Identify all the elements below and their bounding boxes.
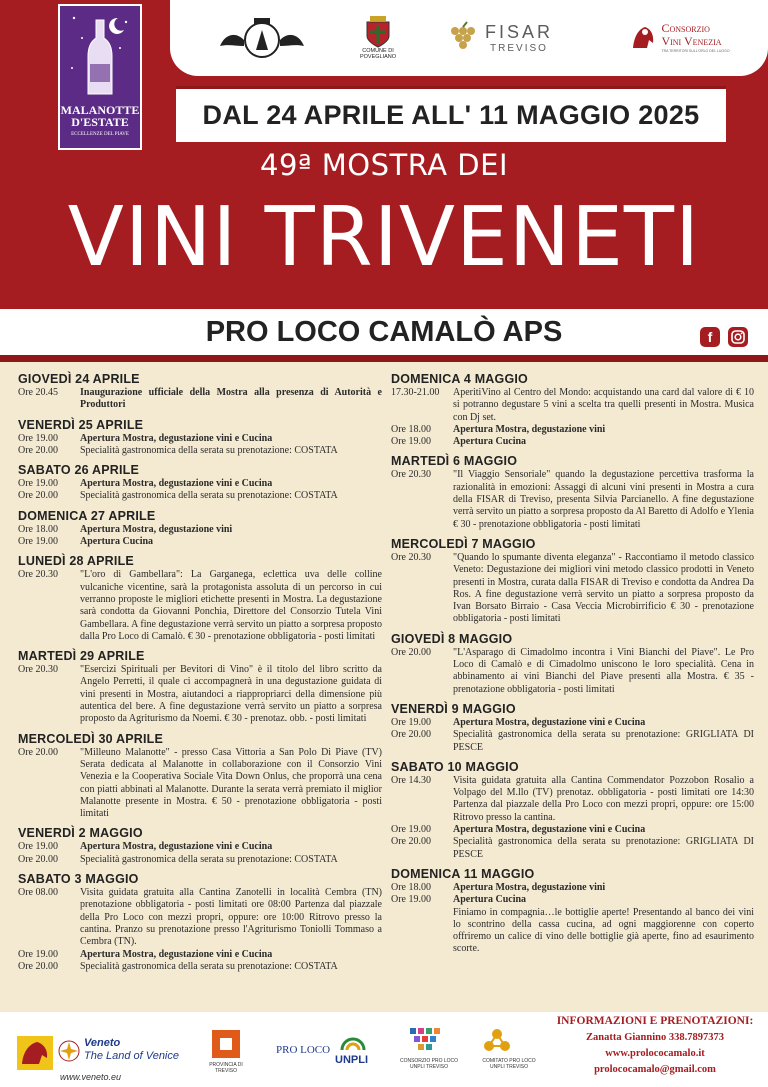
malanotte-logo [58,4,142,150]
contact-person[interactable]: Zanatta Giannino 338.7897373 [586,1032,724,1043]
event-description: Apertura Mostra, degustazione vini e Cucina [453,716,646,728]
event-row [18,841,382,853]
event-time [391,907,453,956]
program-day [18,554,382,643]
event-row [18,536,382,548]
event-row [18,387,382,412]
event-time: Ore 20.00 [18,490,58,502]
event-description: Specialità gastronomica della serata su prenotazione: COSTATA [80,444,338,456]
program-day [18,463,382,503]
event-time: Ore 18.00 [391,881,431,893]
consorzio-tagline: TRA TERRITORI SULL'ORLO DEL LUOGO [661,49,730,53]
event-title: VINI TRIVENETI [67,190,701,285]
footer [0,1012,768,1087]
consorzio-line2: Vini Venezia [661,34,722,48]
event-description: Specialità gastronomica della serata su prenotazione: GRIGLIATA DI PESCE [453,729,754,753]
consorzio-line1: Consorzio [661,21,710,35]
event-time: Ore 19.00 [18,432,58,444]
event-description: Apertura Mostra, degustazione vini e Cucina [80,841,273,853]
event-row [391,424,754,436]
veneto-url: www.veneto.eu [60,1072,122,1082]
contact-website-link[interactable]: www.prolococamalo.it [605,1048,705,1059]
event-time: Ore 19.00 [391,716,431,728]
instagram-icon[interactable] [728,327,748,347]
day-heading: VENERDÌ 2 MAGGIO [18,826,143,841]
event-time: Ore 20.30 [18,569,58,581]
event-row [391,469,754,530]
program-day [391,760,754,861]
event-row [391,717,754,729]
comune-logo [345,0,411,76]
event-description: Apertura Cucina [453,436,527,448]
veneto-star-icon [58,1040,80,1062]
event-time: Ore 20.00 [391,836,431,848]
event-description: Specialità gastronomica della serata su prenotazione: COSTATA [80,490,338,502]
organizer-bar [0,309,768,355]
event-description: Inaugurazione ufficiale della Mostra alla presenza di Autorità e Produttori [80,387,382,411]
event-row [391,894,754,906]
program-day [391,537,754,626]
event-description: "Il Viaggio Sensoriale" quando la degustazione percettiva trasforma la razionalità in emozioni: Assaggi di alcuni vini presenti in Mostra a cura della FISAR di Treviso, presenta Silvia Parcianello. A fine degustazione verrà servito un piatto a sorpresa proposto da Al Baretto di Adolfo e Ylenia € 30 - prenotazione obbligatoria - posti limitati [453,469,754,530]
event-row [18,445,382,457]
fisar-logo [440,0,560,76]
proloco-footer-logo: PRO LOCO [276,1044,331,1056]
grape-icon [447,21,479,55]
malanotte-line1: MALANOTTE [60,103,140,117]
event-time: Ore 18.00 [391,423,431,435]
event-description: Apertura Mostra, degustazione vini e Cucina [80,948,273,960]
event-row [18,854,382,866]
day-heading: SABATO 26 APRILE [18,463,140,478]
event-time: Ore 20.30 [391,469,431,481]
event-time: Ore 20.45 [18,387,58,398]
program-day [391,702,754,754]
event-time: Ore 14.30 [391,774,431,786]
event-description: "L'oro di Gambellara": La Garganega, eclettica uva delle colline vulcaniche vicentine, sarà la protagonista assoluta di un percorso in cui verranno proposte le migliori etichette presenti in Mostra. La degustazione sarà condotta da Giovanni Ponchia, Direttore del Consorzio Tutela Vini Gambellara. A fine degustazione verrà servito un piatto a sorpresa proposto dalla Pro Loco di Camalò. € 30 - prenotazione obbligatoria - posti limitati [80,569,382,642]
event-description: "Quando lo spumante diventa eleganza" - Raccontiamo il metodo classico Veneto: Degustazione dei migliori vini metodo classico prodotti in Veneto presenti in Mostra, curata dalla FISAR di Treviso e condotta da Andrea Da Ros. A fine degustazione verrà servito un piatto a sorpresa proposto da Ivan Borsato Birraio - Casa Veccia Microbirrificio € 30 - prenotazione obbligatoria - posti limitati [453,551,754,625]
program-day [391,632,754,696]
fisar-city: TREVISO [490,43,548,54]
event-description: Visita guidata gratuita alla Cantina Commendator Pozzobon Rosalio a Volpago del M.llo (TV) prenotaz. obbligatoria - posti limitati ore 14:30 Partenza dal piazzale della Pro Loco con mezzi propri, oppure: ore 15:00 Ritrovo presso la cantina. [453,774,754,823]
event-description: Specialità gastronomica della serata su prenotazione: GRIGLIATA DI PESCE [453,836,754,860]
event-time: Ore 20.00 [18,853,58,865]
event-row [18,961,382,973]
event-row [391,907,754,956]
event-time: Ore 20.30 [18,664,58,676]
event-description: Apertura Mostra, degustazione vini e Cucina [80,432,273,444]
contact-title: INFORMAZIONI E PRENOTAZIONI: [556,1015,754,1027]
program-day [18,509,382,549]
day-heading: DOMENICA 11 MAGGIO [391,866,535,881]
day-heading: GIOVEDÌ 24 APRILE [18,372,140,386]
program-day [18,826,382,866]
program-day [18,732,382,821]
consorzio-proloco-label: CONSORZIO PRO LOCO UNPLI TREVISO [399,1058,459,1070]
event-description: "Milleuno Malanotte" - presso Casa Vittoria a San Polo Di Piave (TV) Serata dedicata al Malanotte in collaborazione con il Consorzio Vini Venezia e la Cooperativa Sociale Vita Down Onlus, che proporrà una cena con piatti abbinati al Malanotte. Durante la serata verrà premiato il miglior Malanotte presente in Mostra. € 50 - prenotazione obbligatoria - posti limitati [80,746,382,820]
fisar-name: FISAR [484,22,553,42]
event-row [391,436,754,448]
event-description: Apertura Mostra, degustazione vini [80,523,233,535]
event-row [18,490,382,502]
event-time: Ore 19.00 [391,436,431,448]
event-row [391,552,754,626]
program-left-column [18,372,382,979]
date-range-box [176,86,726,142]
event-time: Ore 19.00 [18,536,58,548]
event-time: Ore 18.00 [18,523,58,535]
event-description: Apertura Mostra, degustazione vini [453,881,606,893]
event-row [18,887,382,948]
day-heading: MERCOLEDÌ 30 APRILE [18,731,164,746]
event-description: AperitiVino al Centro del Mondo: acquistando una card dal valore di € 10 si potranno degustare 5 vini a scelta tra quelli presenti in Mostra. Musica con Dj set. [453,387,754,423]
unpli-label: UNPLI [335,1054,368,1066]
crest-icon [216,16,308,60]
program-day [18,372,382,412]
consorzio-proloco-icon [408,1026,448,1054]
date-range: DAL 24 APRILE ALL' 11 MAGGIO 2025 [202,100,700,130]
day-heading: GIOVEDÌ 8 MAGGIO [391,631,513,646]
event-row [18,433,382,445]
event-row [18,524,382,536]
event-row [391,387,754,424]
event-time: Ore 20.00 [18,746,58,758]
day-heading: MARTEDÌ 29 APRILE [18,649,145,664]
event-time: Ore 19.00 [391,894,431,906]
event-row [18,747,382,821]
event-time: Ore 20.00 [18,960,58,972]
program-day [18,418,382,458]
event-row [18,569,382,643]
event-description: Apertura Mostra, degustazione vini e Cucina [453,824,646,836]
veneto-lion-icon [17,1036,53,1070]
coat-of-arms-icon [365,16,391,48]
consorzio-logo [600,0,760,76]
event-row [18,478,382,490]
veneto-tagline: The Land of Venice [84,1050,179,1062]
event-description: "Esercizi Spirituali per Bevitori di Vino" è il titolo del libro scritto da Angelo Perretti, il quale ci accompagnerà in una degustazione guidata di vini presenti in Mostra, aiutandoci a riappropriarci della dimensione più autentica del bere. A fine degustazione verrà servito un piatto a sorpresa proposto da Agriturismo da Noemi. € 30 - prenotaz. obb. - posti limitati [80,664,382,725]
event-time: Ore 20.00 [18,444,58,456]
facebook-icon[interactable]: f [700,327,720,347]
unpli-arc-icon [340,1034,366,1052]
event-time: Ore 20.30 [391,551,431,563]
event-description: Apertura Mostra, degustazione vini e Cucina [80,478,273,490]
event-description: Apertura Cucina [453,894,527,906]
comitato-label: COMITATO PRO LOCO UNPLI TREVISO [482,1058,536,1070]
comitato-icon [484,1028,510,1056]
malanotte-line2: D'ESTATE [71,115,129,129]
event-time: Ore 20.00 [391,729,431,741]
malanotte-line3: ECCELLENZE DEL PIAVE [71,132,129,137]
event-time: Ore 19.00 [391,824,431,836]
event-description: "L'Asparago di Cimadolmo incontra i Vini Bianchi del Piave". Le Pro Loco di Camalò e di Cimadolmo uniscono le loro specialità. Cena in abbinamento ai vini Bianchi del Piave presenti alla Mostra. € 35 - prenotazione obbligatoria - posti limitati [453,646,754,695]
event-time: Ore 08.00 [18,887,58,899]
event-description: Apertura Mostra, degustazione vini [453,423,606,435]
provincia-icon [212,1030,240,1064]
event-row [391,729,754,754]
day-heading: SABATO 3 MAGGIO [18,872,139,887]
edition-subtitle: 49ª MOSTRA DEI [260,148,508,182]
event-row [391,647,754,696]
day-heading: LUNEDÌ 28 APRILE [18,554,134,569]
event-time: Ore 19.00 [18,948,58,960]
program-day [391,372,754,448]
event-time: Ore 19.00 [18,478,58,490]
event-row [391,836,754,861]
day-heading: MERCOLEDÌ 7 MAGGIO [391,536,536,551]
day-heading: MARTEDÌ 6 MAGGIO [391,454,518,469]
wine-bottle-icon [60,8,140,100]
day-heading: DOMENICA 27 APRILE [18,508,156,523]
program-day [391,454,754,530]
event-time: 17.30-21.00 [391,387,440,398]
program-day [391,867,754,956]
event-row [18,949,382,961]
event-time: Ore 19.00 [18,841,58,853]
lion-icon [630,23,656,53]
contact-email-link[interactable]: prolococamalo@gmail.com [594,1064,716,1075]
event-row [391,775,754,824]
instagram-glyph [728,327,748,347]
event-row [391,824,754,836]
program-day [18,649,382,725]
event-description: Specialità gastronomica della serata su prenotazione: COSTATA [80,960,338,972]
event-row [391,882,754,894]
program-day [18,872,382,973]
veneto-name: Veneto [84,1037,121,1049]
event-description: Finiamo in compagnia…le bottiglie aperte! Presentando al banco dei vini lo scontrino della cassa cucina, ad ogni maggiorenne con coperto offriremo un calice di vino delle bottiglie già aperte, fino ad esaurimento scorte. [453,906,754,955]
event-time: Ore 20.00 [391,646,431,658]
day-heading: VENERDÌ 9 MAGGIO [391,701,516,716]
contact-info [545,1013,765,1078]
crest-logo [214,0,310,76]
sponsor-logo-bar [170,0,768,76]
day-heading: VENERDÌ 25 APRILE [18,417,144,432]
organizer-name: PRO LOCO CAMALÒ APS [205,315,563,348]
event-description: Visita guidata gratuita alla Cantina Zanotelli in località Cembra (TN) prenotazione obbligatoria - posti limitati ore 08:00 Partenza dal piazzale della Pro Loco con mezzi propri, oppure: ore 10:00 Ritrovo presso la cantina. Pranzo su prenotazione presso l'Agriturismo Toniolli Tommaso a Cembra (TN). [80,887,382,948]
day-heading: DOMENICA 4 MAGGIO [391,372,528,386]
program-right-column [391,372,754,962]
event-description: Apertura Cucina [80,536,154,548]
comune-label: COMUNE DI POVEGLIANO [359,48,397,60]
hero-bottom-edge [0,355,768,362]
event-description: Specialità gastronomica della serata su prenotazione: COSTATA [80,853,338,865]
day-heading: SABATO 10 MAGGIO [391,759,519,774]
event-row [18,664,382,725]
provincia-label: PROVINCIA DI TREVISO [209,1062,243,1074]
